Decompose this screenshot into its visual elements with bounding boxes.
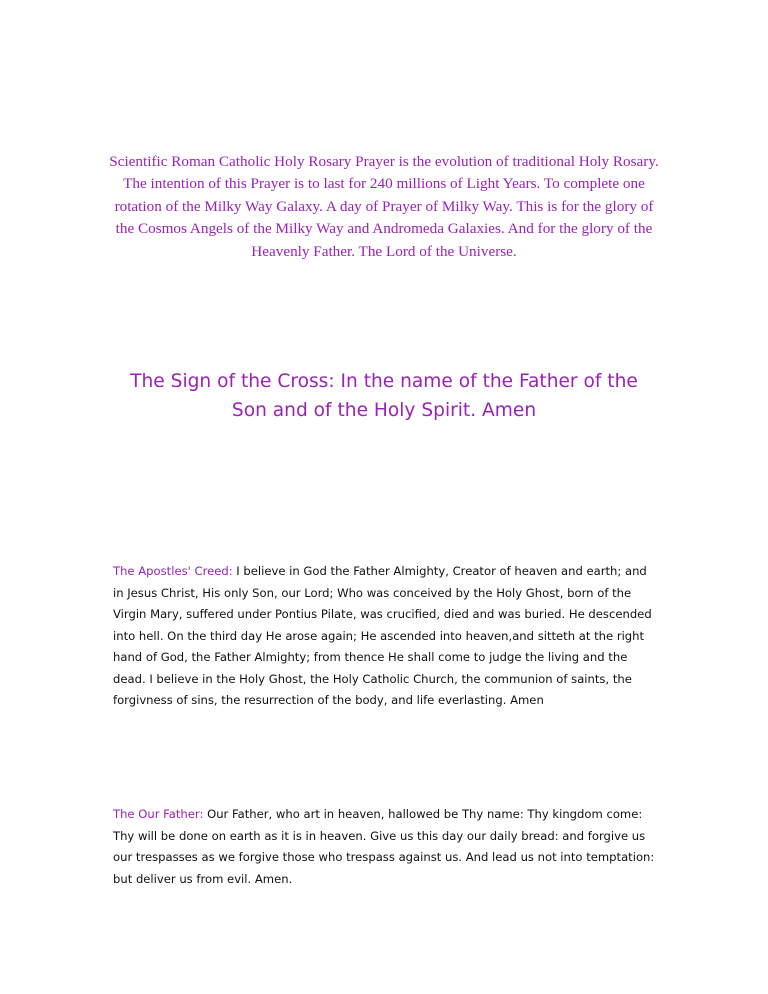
sign-of-the-cross-heading: The Sign of the Cross: In the name of the Father of the Son and of the Holy Spirit. Amen: [130, 371, 638, 421]
apostles-creed-label: The Apostles' Creed:: [113, 564, 233, 578]
our-father-label: The Our Father:: [113, 807, 204, 821]
intro-paragraph: Scientific Roman Catholic Holy Rosary Prayer is the evolution of traditional Holy Rosary. The intention of this Prayer is to last for 240 millions of Light Years. To complete one rotation of the Milky Way Galaxy. A day of Prayer of Milky Way. This is for the glory of the Cosmos Angels of the Milky Way and Andromeda Galaxies. And for the glory of the Heavenly Father. The Lord of the Universe.: [109, 153, 659, 260]
apostles-creed-paragraph: [113, 561, 658, 712]
our-father-text: Our Father, who art in heaven, hallowed be Thy name: Thy kingdom come: Thy will be done on earth as it is in heaven. Give us this day our daily bread: and forgive us our trespasses as we forgive those who trespass against us. And lead us not into temptation: but deliver us from evil. Amen.: [113, 807, 655, 886]
apostles-creed-text: I believe in God the Father Almighty, Creator of heaven and earth; and in Jesus Christ, His only Son, our Lord; Who was conceived by the Holy Ghost, born of the Virgin Mary, suffered under Pontius Pilate, was crucified, died and was buried. He descended into hell. On the third day He arose again; He ascended into heaven,and sitteth at the right hand of God, the Father Almighty; from thence He shall come to judge the living and the dead. I believe in the Holy Ghost, the Holy Catholic Church, the communion of saints, the forgivness of sins, the resurrection of the body, and life everlasting. Amen: [113, 564, 652, 707]
our-father-paragraph: [113, 804, 658, 890]
